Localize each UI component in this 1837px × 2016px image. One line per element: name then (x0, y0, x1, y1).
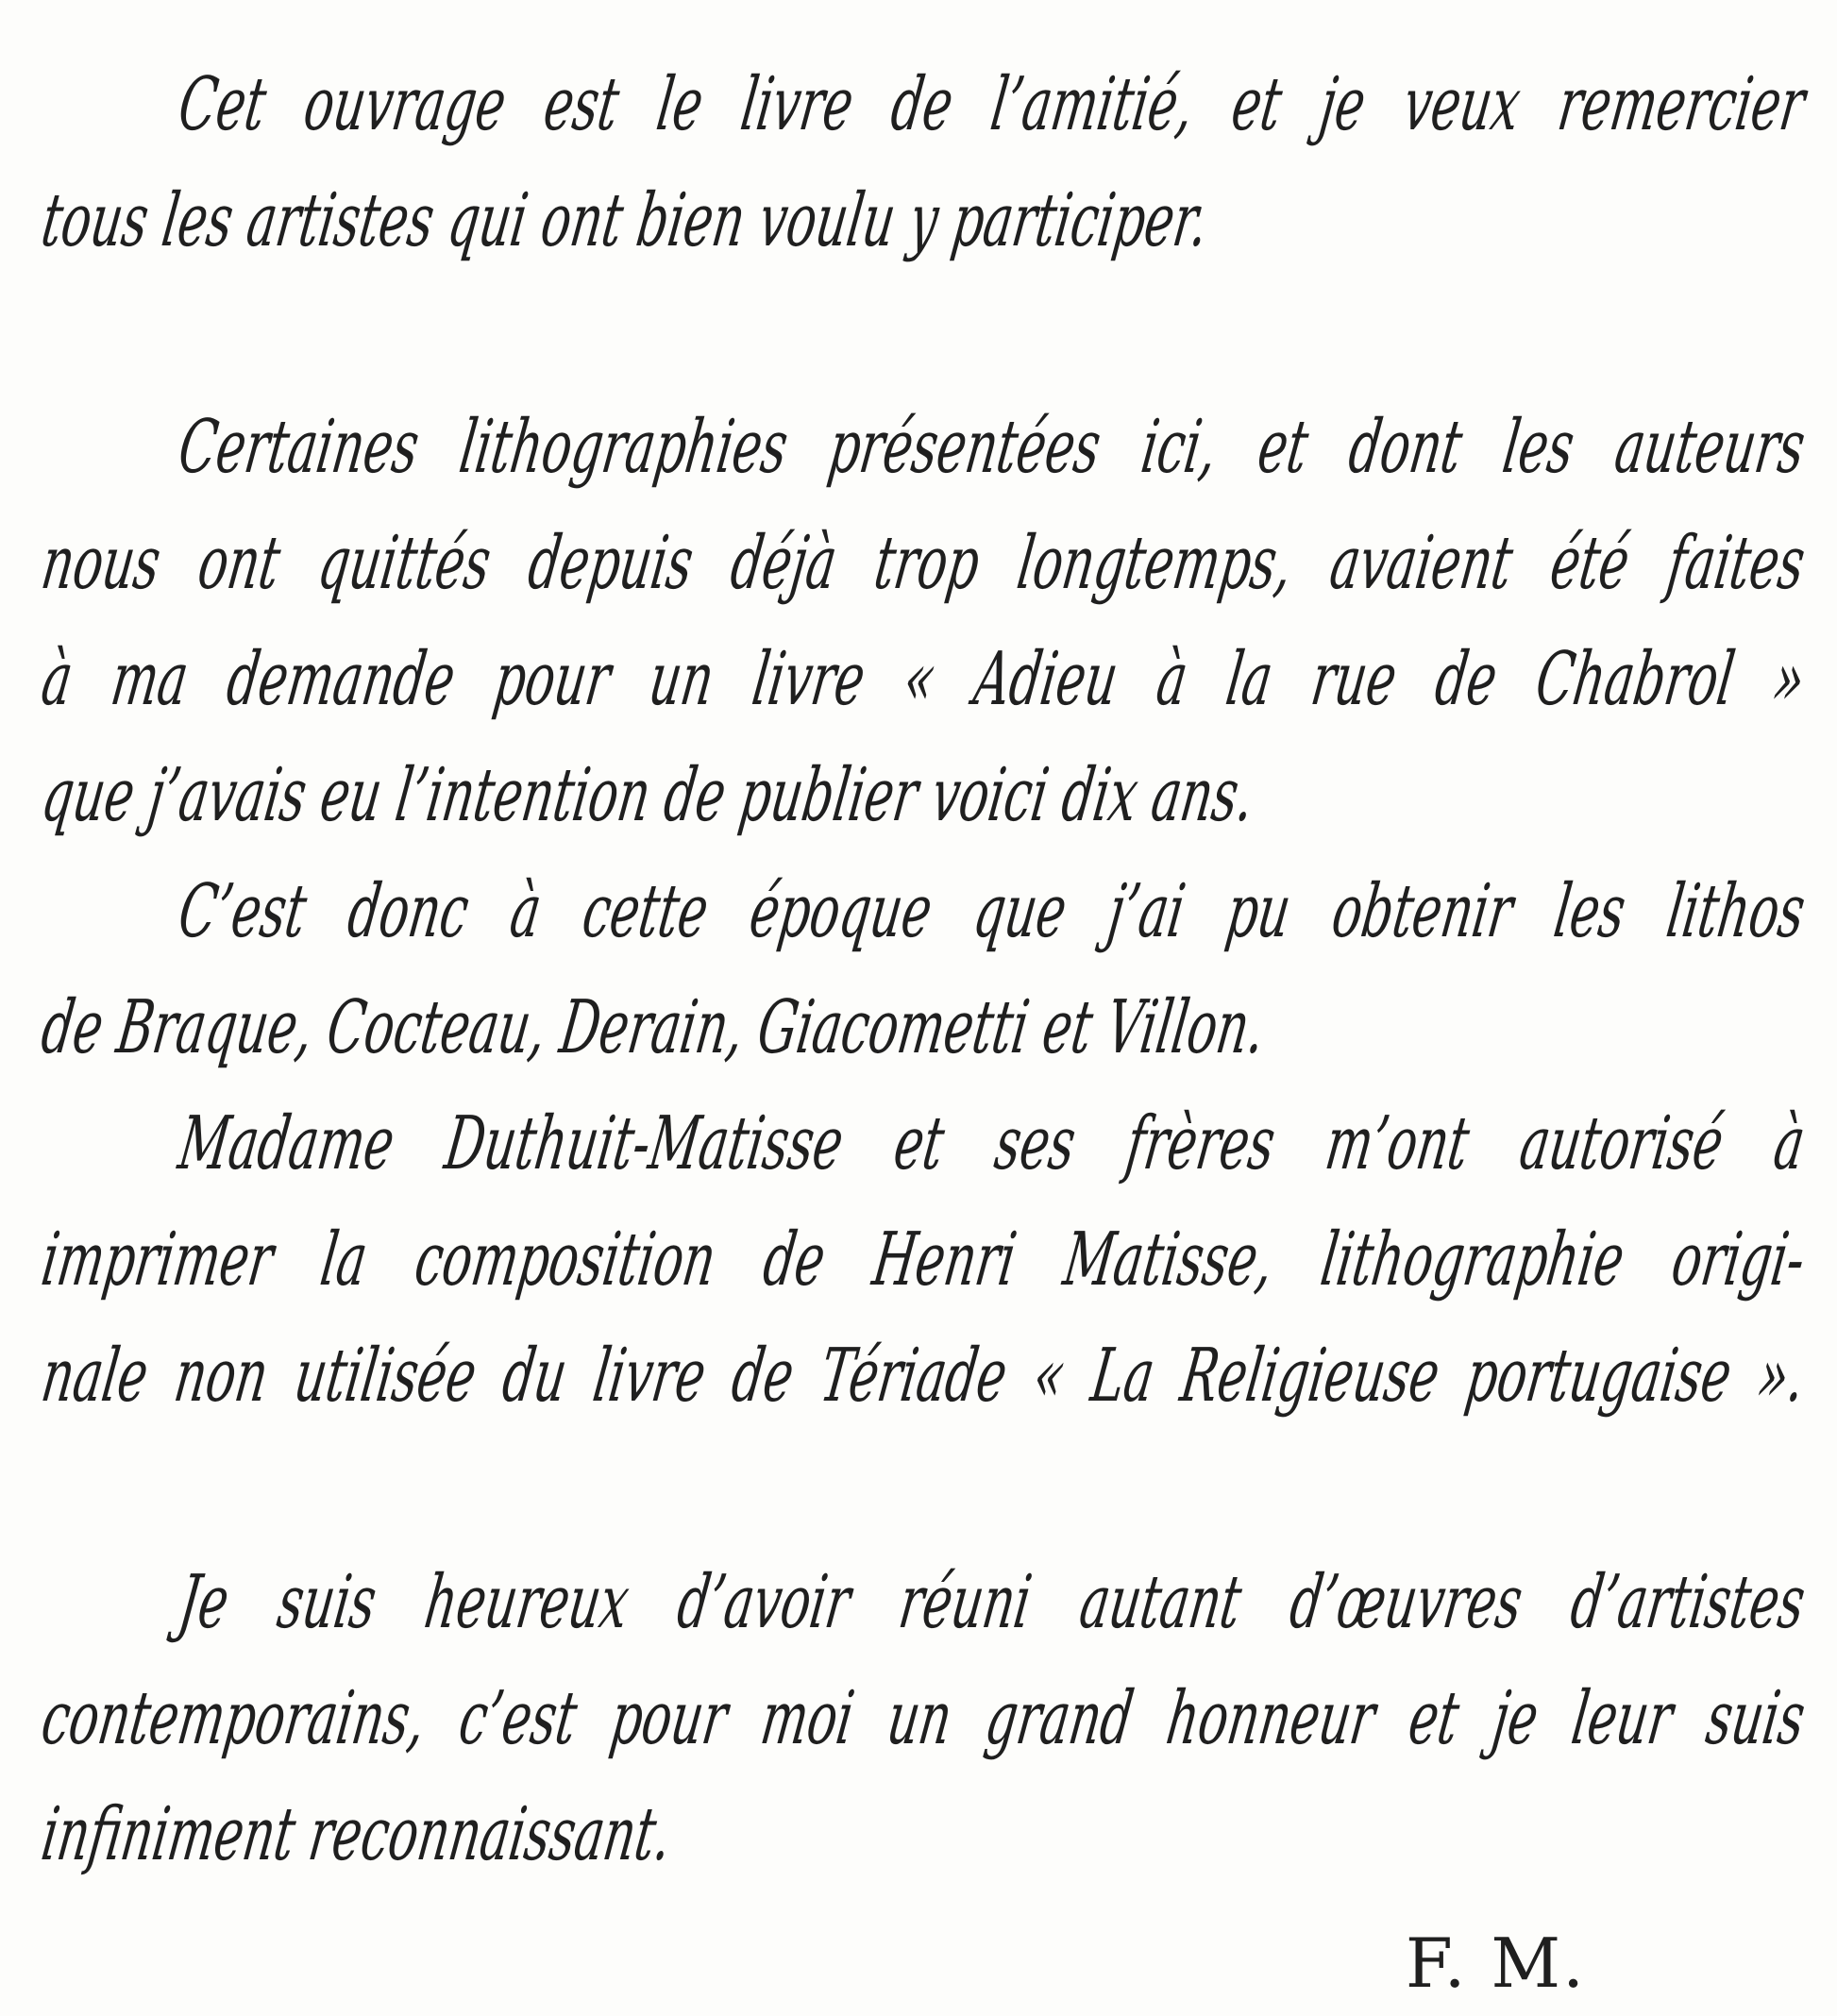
text-line: Cet ouvrage est le livre de l’amitié, et je veux remercier (174, 62, 1811, 147)
text-line: infiniment reconnaissant. (36, 1792, 677, 1877)
paragraph (36, 390, 1811, 854)
text-line: contemporains, c’est pour moi un grand honneur et je leur suis (36, 1676, 1811, 1761)
paragraph (36, 854, 1811, 1086)
signature-initials: F. M. (1405, 1924, 1586, 2003)
text-line: imprimer la composition de Henri Matisse, lithographie origi- (36, 1218, 1811, 1302)
text-line: à ma demande pour un livre « Adieu à la rue de Chabrol » (36, 637, 1811, 722)
text-line: C’est donc à cette époque que j’ai pu obtenir les lithos (174, 869, 1811, 954)
text-line: de Braque, Cocteau, Derain, Giacometti et Villon. (36, 985, 1271, 1070)
text-line: que j’avais eu l’intention de publier voici dix ans. (36, 753, 1259, 838)
paragraph (36, 1545, 1811, 1893)
signature (38, 1925, 1799, 2001)
text-line: tous les artistes qui ont bien voulu y participer. (36, 178, 1214, 263)
preface-text (36, 0, 1811, 2003)
paragraph (36, 47, 1811, 279)
text-line: Certaines lithographies présentées ici, et dont les auteurs (174, 405, 1811, 490)
text-line: Je suis heureux d’avoir réuni autant d’œuvres d’artistes (174, 1560, 1811, 1645)
paragraph (36, 1086, 1811, 1435)
text-line: nous ont quittés depuis déjà trop longtemps, avaient été faites (36, 521, 1811, 606)
text-line: nale non utilisée du livre de Tériade « La Religieuse portugaise ». (36, 1334, 1811, 1419)
text-line: Madame Duthuit-Matisse et ses frères m’ont autorisé à (174, 1101, 1811, 1186)
